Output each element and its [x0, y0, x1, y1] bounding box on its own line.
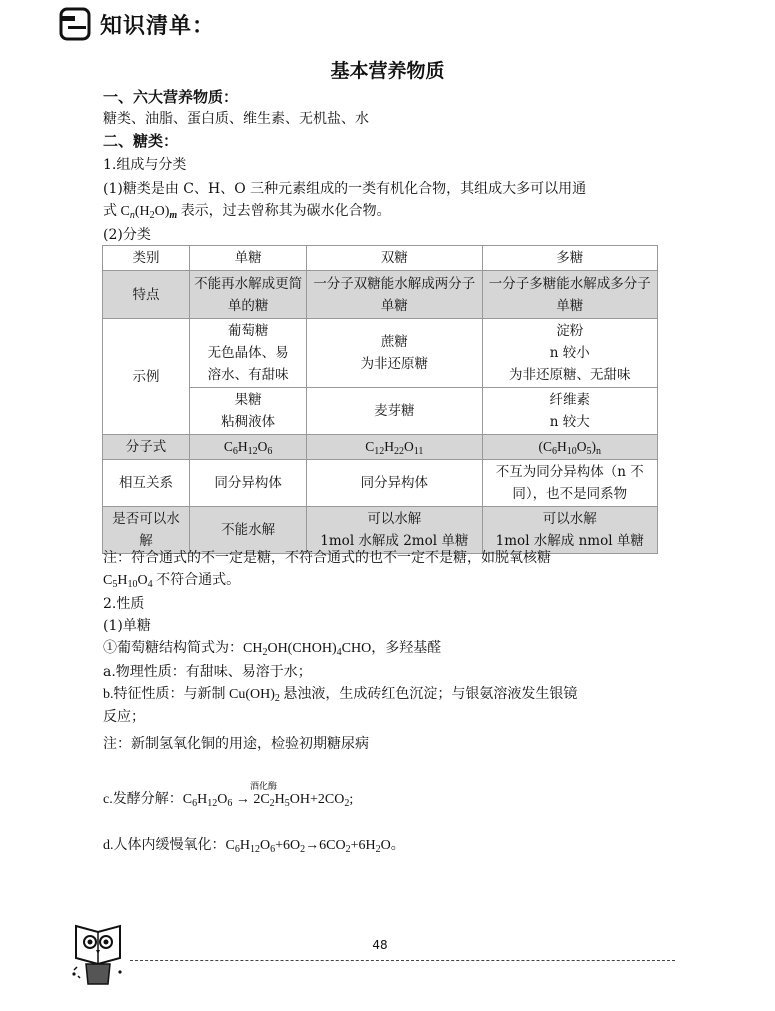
- section-heading: 一、六大营养物质：: [103, 88, 239, 106]
- table-cell: 可以水解 1mol 水解成 2mol 单糖: [307, 507, 482, 554]
- subheading: (1)单糖: [103, 618, 151, 634]
- table-header: 多糖: [482, 246, 657, 271]
- sugar-classification-table: [102, 245, 658, 554]
- catalyst-label: 酒化酶: [250, 782, 278, 792]
- table-cell: 麦芽糖: [307, 388, 482, 435]
- row-label: 相互关系: [103, 460, 190, 507]
- table-row: [103, 435, 658, 460]
- table-cell: 不互为同分异构体（n 不同），也不是同系物: [482, 460, 657, 507]
- note-line: $C_5H_{10}O_4$ 不符合通式。: [103, 573, 241, 590]
- nutrient-list: 糖类、油脂、蛋白质、维生素、无机盐、水: [103, 111, 369, 127]
- table-cell: 同分异构体: [190, 460, 307, 507]
- table-cell: $C_{12}H_{22}O_{11}$: [307, 435, 482, 460]
- table-header: 双糖: [307, 246, 482, 271]
- row-label: 是否可以水解: [103, 507, 190, 554]
- subheading: 1.组成与分类: [103, 157, 187, 173]
- row-label: 示例: [103, 319, 190, 435]
- table-cell: $(C_6H_{10}O_5)_n$: [482, 435, 657, 460]
- characteristic-property: 反应；: [103, 709, 145, 725]
- header-title: 知识清单：: [100, 13, 216, 39]
- note-line: 注：新制氢氧化铜的用途，检验初期糖尿病: [103, 736, 369, 752]
- table-cell: 果糖 粘稠液体: [190, 388, 307, 435]
- table-cell: 葡萄糖 无色晶体、易 溶水、有甜味: [190, 319, 307, 388]
- paragraph-line: (1)糖类是由 C、H、O 三种元素组成的一类有机化合物，其组成大多可以用通: [103, 181, 587, 197]
- table-header-row: [103, 246, 658, 271]
- footer-divider: [130, 960, 675, 961]
- table-cell: $C_6H_{12}O_6$: [190, 435, 307, 460]
- row-label: 分子式: [103, 435, 190, 460]
- page-number: 48: [372, 938, 388, 952]
- row-label: 特点: [103, 271, 190, 319]
- subheading: (2)分类: [103, 227, 151, 243]
- fermentation-equation: c.发酵分解：$C_6H_{12}O_6 \to 2C_2H_5OH+2CO_2$;: [103, 792, 354, 809]
- note-line: 注：符合通式的不一定是糖，不符合通式的也不一定不是糖，如脱氧核糖: [103, 550, 551, 566]
- table-cell: 不能再水解成更简单的糖: [190, 271, 307, 319]
- table-row: [103, 319, 658, 388]
- notebook-icon: [58, 7, 92, 41]
- table-cell: 一分子多糖能水解成多分子单糖: [482, 271, 657, 319]
- table-cell: 淀粉 n 较小 为非还原糖、无甜味: [482, 319, 657, 388]
- subheading: 2.性质: [103, 596, 145, 612]
- table-cell: 同分异构体: [307, 460, 482, 507]
- paragraph-line: 式 $C_n(H_2O)_m$ 表示，过去曾称其为碳水化合物。: [103, 204, 391, 221]
- oxidation-equation: d.人体内缓慢氧化：$C_6H_{12}O_6+6O_2\to 6CO_2+6H_2O$。: [103, 838, 405, 855]
- physical-property: a.物理性质：有甜味、易溶于水；: [103, 664, 312, 680]
- table-cell: 纤维素 n 较大: [482, 388, 657, 435]
- table-cell: 蔗糖 为非还原糖: [307, 319, 482, 388]
- table-cell: 一分子双糖能水解成两分子单糖: [307, 271, 482, 319]
- table-header: 类别: [103, 246, 190, 271]
- table-row: [103, 460, 658, 507]
- page-title: 基本营养物质: [330, 60, 445, 82]
- section-heading: 二、糖类：: [103, 132, 179, 150]
- table-header: 单糖: [190, 246, 307, 271]
- glucose-structure: ①葡萄糖结构简式为：$CH_2OH(CHOH)_4CHO$，多羟基醛: [103, 641, 442, 658]
- table-cell: 可以水解 1mol 水解成 nmol 单糖: [482, 507, 657, 554]
- table-row: [103, 271, 658, 319]
- characteristic-property: b.特征性质：与新制 $Cu(OH)_2$ 悬浊液，生成砖红色沉淀；与银氨溶液发生银镜: [103, 687, 578, 704]
- owl-mascot-icon: [70, 920, 126, 988]
- header: [58, 4, 215, 44]
- table-cell: 不能水解: [190, 507, 307, 554]
